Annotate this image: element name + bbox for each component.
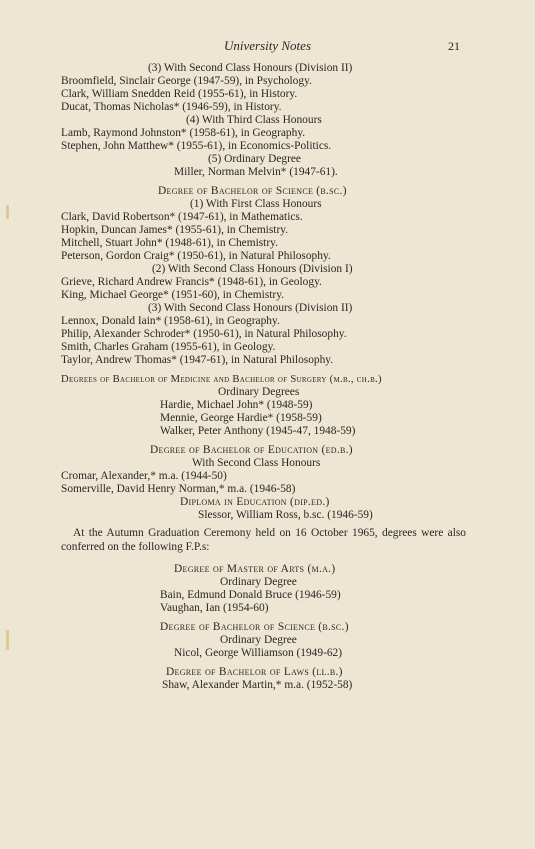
section-subheading: (2) With Second Class Honours (Division I) (152, 263, 353, 275)
section-subheading: With Second Class Honours (192, 457, 321, 469)
graduate-entry: Broomfield, Sinclair George (1947-59), in Psychology. (61, 75, 312, 87)
graduate-entry: Clark, David Robertson* (1947-61), in Mathematics. (61, 211, 303, 223)
graduate-entry: Somerville, David Henry Norman,* m.a. (1946-58) (61, 483, 296, 495)
section-subheading: Ordinary Degree (220, 634, 297, 646)
section-subheading: (4) With Third Class Honours (186, 114, 322, 126)
graduate-entry: Ducat, Thomas Nicholas* (1946-59), in History. (61, 101, 282, 113)
degree-heading: Degree of Bachelor of Science (b.sc.) (158, 185, 347, 197)
section-subheading: (1) With First Class Honours (190, 198, 322, 210)
graduate-entry: Vaughan, Ian (1954-60) (160, 602, 269, 614)
graduate-entry: Slessor, William Ross, b.sc. (1946-59) (198, 509, 373, 521)
degree-heading: Degrees of Bachelor of Medicine and Bachelor of Surgery (m.b., ch.b.) (61, 374, 382, 385)
graduate-entry: Philip, Alexander Schroder* (1950-61), in Natural Philosophy. (61, 328, 347, 340)
graduate-entry: Shaw, Alexander Martin,* m.a. (1952-58) (162, 679, 353, 691)
graduate-entry: Mennie, George Hardie* (1958-59) (160, 412, 322, 424)
graduate-entry: Stephen, John Matthew* (1955-61), in Economics-Politics. (61, 140, 332, 152)
degree-heading: Diploma in Education (dip.ed.) (180, 496, 330, 508)
graduate-entry: Hopkin, Duncan James* (1955-61), in Chemistry. (61, 224, 289, 236)
graduate-entry: Bain, Edmund Donald Bruce (1946-59) (160, 589, 341, 601)
graduate-entry: Miller, Norman Melvin* (1947-61). (174, 166, 338, 178)
page-number: 21 (448, 39, 460, 53)
margin-stain (6, 205, 9, 219)
degree-heading: Degree of Bachelor of Education (ed.b.) (150, 444, 353, 456)
section-subheading: (3) With Second Class Honours (Division II) (148, 302, 353, 314)
graduate-entry: Clark, William Snedden Reid (1955-61), in History. (61, 88, 298, 100)
section-subheading: (3) With Second Class Honours (Division II) (148, 62, 353, 74)
margin-stain (6, 630, 9, 650)
graduate-entry: Lamb, Raymond Johnston* (1958-61), in Geography. (61, 127, 306, 139)
graduate-entry: King, Michael George* (1951-60), in Chemistry. (61, 289, 285, 301)
graduate-entry: Cromar, Alexander,* m.a. (1944-50) (61, 470, 227, 482)
graduate-entry: Smith, Charles Graham (1955-61), in Geology. (61, 341, 276, 353)
section-subheading: Ordinary Degree (220, 576, 297, 588)
graduate-entry: Mitchell, Stuart John* (1948-61), in Chemistry. (61, 237, 278, 249)
graduate-entry: Taylor, Andrew Thomas* (1947-61), in Natural Philosophy. (61, 354, 334, 366)
graduate-entry: Lennox, Donald Iain* (1958-61), in Geography. (61, 315, 280, 327)
autumn-graduation-paragraph: At the Autumn Graduation Ceremony held on 16 October 1965, degrees were also conferred on the following F.P.s: (61, 527, 466, 553)
section-subheading: (5) Ordinary Degree (208, 153, 301, 165)
degree-heading: Degree of Bachelor of Science (b.sc.) (160, 621, 349, 633)
graduate-entry: Nicol, George Williamson (1949-62) (174, 647, 343, 659)
degree-heading: Degree of Master of Arts (m.a.) (174, 563, 336, 575)
graduate-entry: Peterson, Gordon Craig* (1950-61), in Natural Philosophy. (61, 250, 331, 262)
degree-heading: Degree of Bachelor of Laws (ll.b.) (166, 666, 343, 678)
graduate-entry: Hardie, Michael John* (1948-59) (160, 399, 313, 411)
graduate-entry: Walker, Peter Anthony (1945-47, 1948-59) (160, 425, 356, 437)
graduate-entry: Grieve, Richard Andrew Francis* (1948-61), in Geology. (61, 276, 322, 288)
section-subheading: Ordinary Degrees (218, 386, 300, 398)
running-header-title: University Notes (223, 38, 311, 53)
